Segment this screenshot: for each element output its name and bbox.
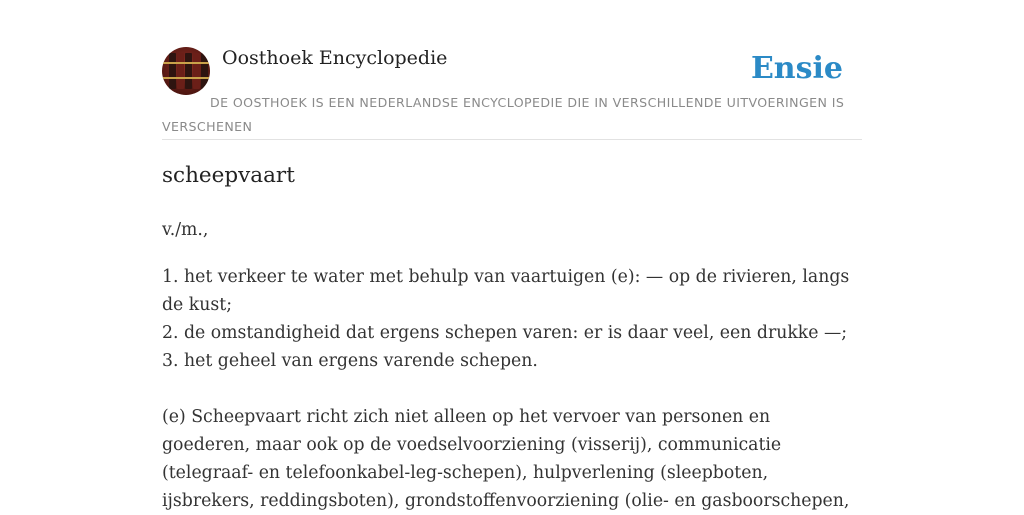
definition-1: 1. het verkeer te water met behulp van vaartuigen (e): — op de rivieren, langs de kust; xyxy=(162,267,850,315)
entry-title: scheepvaart xyxy=(162,163,295,188)
encyclopedia-books-icon[interactable] xyxy=(162,47,210,95)
site-name[interactable]: Oosthoek Encyclopedie xyxy=(222,47,448,69)
page xyxy=(162,0,862,512)
header-divider xyxy=(162,139,862,140)
brand-logo-link[interactable]: Ensie xyxy=(750,51,843,86)
definition-3: 3. het geheel van ergens varende schepen. xyxy=(162,351,538,371)
site-tagline: DE OOSTHOEK IS EEN NEDERLANDSE ENCYCLOPEDIE DIE IN VERSCHILLENDE UITVOERINGEN IS VERSCHENEN xyxy=(162,95,845,134)
part-of-speech: v./m., xyxy=(162,220,209,240)
definition-2: 2. de omstandigheid dat ergens schepen varen: er is daar veel, een drukke —; xyxy=(162,323,848,343)
entry-content xyxy=(162,216,862,515)
entry-note: (e) Scheepvaart richt zich niet alleen op het vervoer van personen en goederen, maar ook op de voedselvoorziening (visserij), communicatie (telegraaf- en telefoonkabel-leg-schepen), hulpverlening (sleepboten, ijsbrekers, reddingsboten), grondstoffenvoorziening (olie- en gasboorschepen, xyxy=(162,407,850,511)
